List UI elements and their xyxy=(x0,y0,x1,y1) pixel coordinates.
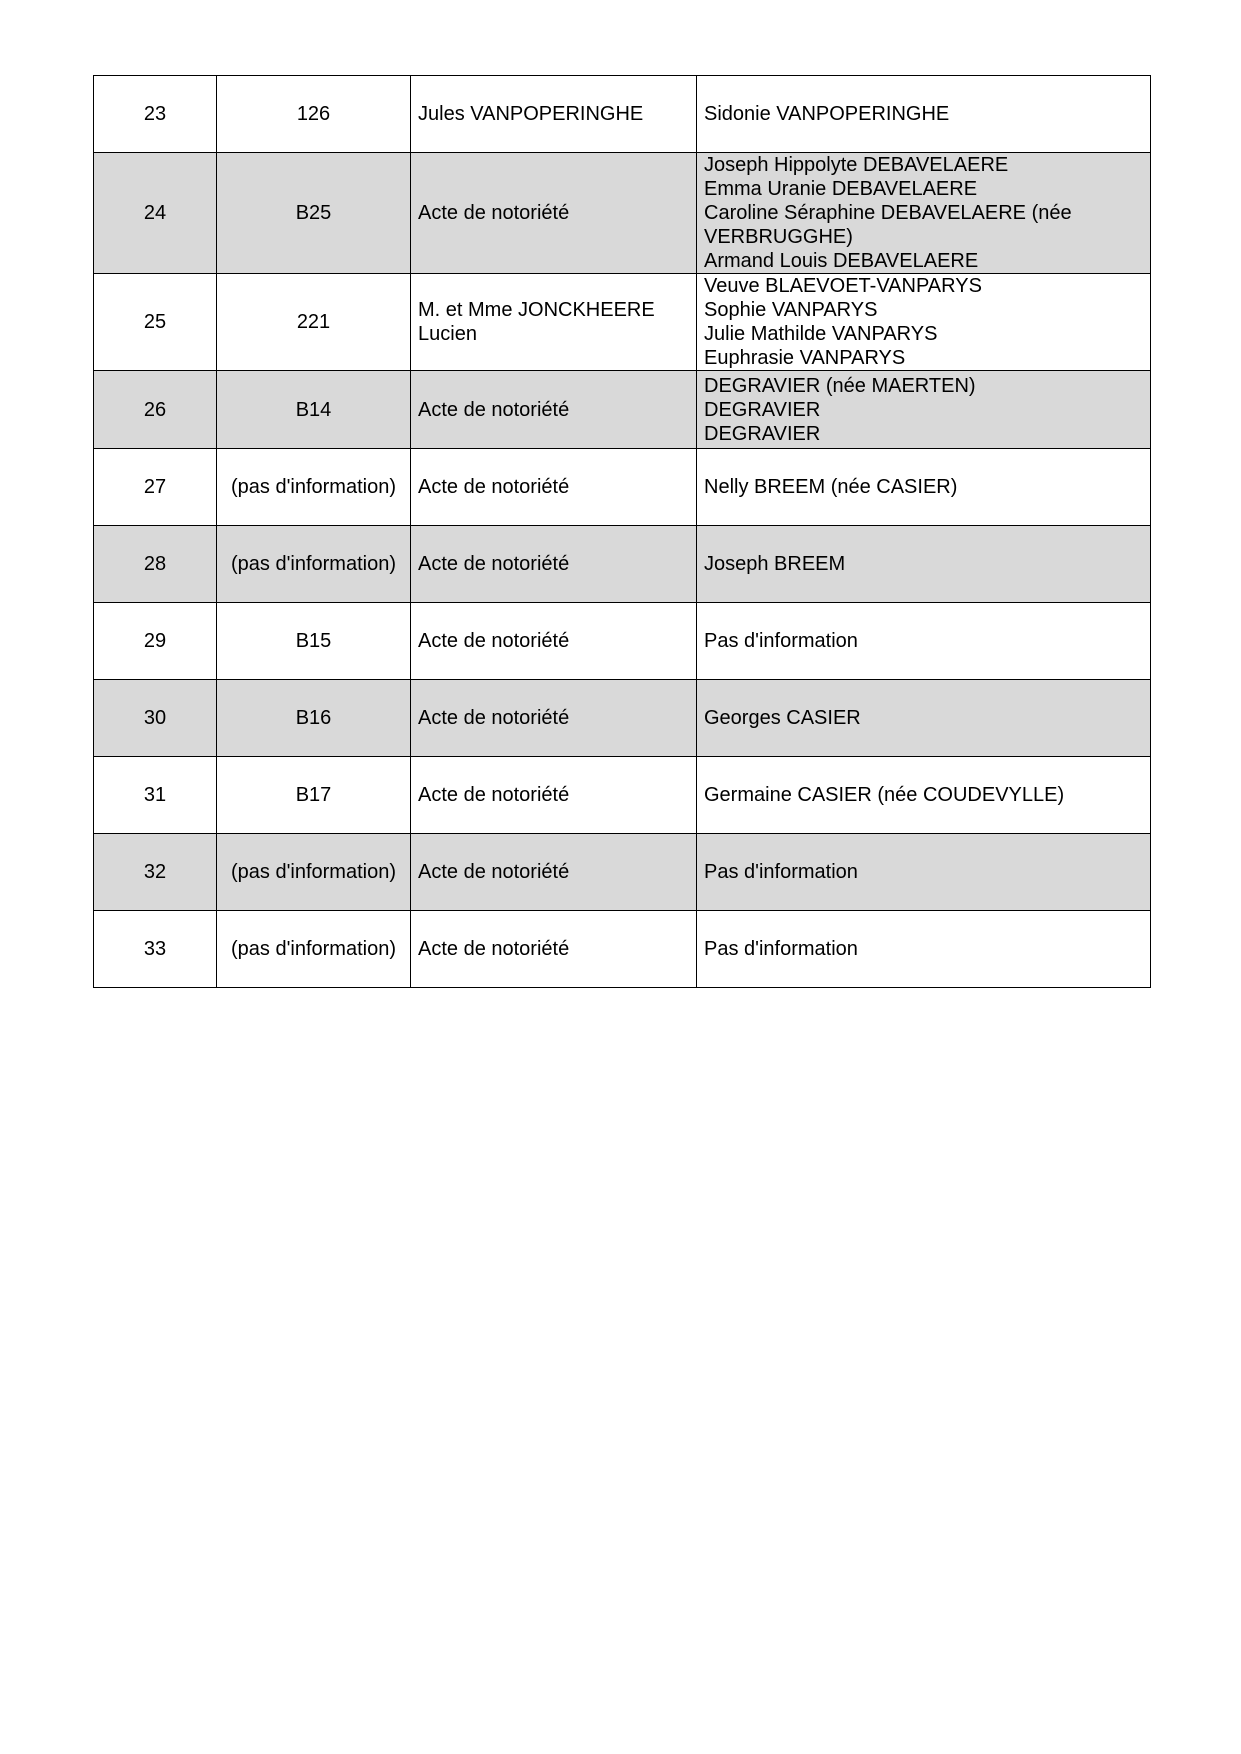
table-row xyxy=(94,76,1151,153)
row-number-cell: 23 xyxy=(94,76,217,153)
table-row xyxy=(94,153,1151,274)
document-line: Acte de notoriété xyxy=(418,784,570,806)
table-row xyxy=(94,911,1151,988)
reference-cell: 221 xyxy=(217,274,411,371)
row-number-cell: 30 xyxy=(94,680,217,757)
table-row xyxy=(94,274,1151,371)
reference-cell: B16 xyxy=(217,680,411,757)
document-line: Acte de notoriété xyxy=(418,707,570,729)
document-line: M. et Mme JONCKHEERE xyxy=(418,299,655,321)
name-line: Caroline Séraphine DEBAVELAERE (née xyxy=(704,202,1072,224)
name-line: Pas d'information xyxy=(704,630,858,652)
row-number-cell: 25 xyxy=(94,274,217,371)
document-line: Acte de notoriété xyxy=(418,476,570,498)
reference-cell: (pas d'information) xyxy=(217,834,411,911)
name-line: Joseph Hippolyte DEBAVELAERE xyxy=(704,154,1009,176)
table-row xyxy=(94,603,1151,680)
name-line: Euphrasie VANPARYS xyxy=(704,347,906,369)
document-line: Acte de notoriété xyxy=(418,630,570,652)
names-cell xyxy=(697,76,1151,153)
document-cell xyxy=(411,603,697,680)
table-row xyxy=(94,371,1151,449)
reference-cell: B17 xyxy=(217,757,411,834)
row-number-cell: 31 xyxy=(94,757,217,834)
row-number-cell: 33 xyxy=(94,911,217,988)
reference-cell: (pas d'information) xyxy=(217,526,411,603)
reference-cell: (pas d'information) xyxy=(217,449,411,526)
names-cell xyxy=(697,834,1151,911)
name-line: Pas d'information xyxy=(704,938,858,960)
document-cell xyxy=(411,76,697,153)
document-cell xyxy=(411,680,697,757)
name-line: Veuve BLAEVOET-VANPARYS xyxy=(704,275,982,297)
document-cell xyxy=(411,834,697,911)
row-number-cell: 28 xyxy=(94,526,217,603)
reference-cell: B15 xyxy=(217,603,411,680)
name-line: DEGRAVIER xyxy=(704,422,821,445)
document-line: Acte de notoriété xyxy=(418,938,570,960)
names-cell xyxy=(697,603,1151,680)
document-cell xyxy=(411,757,697,834)
reference-cell: B25 xyxy=(217,153,411,274)
document-line: Acte de notoriété xyxy=(418,553,570,575)
name-line: VERBRUGGHE) xyxy=(704,226,853,248)
reference-cell: B14 xyxy=(217,371,411,449)
name-line: DEGRAVIER (née MAERTEN) xyxy=(704,374,976,397)
document-cell xyxy=(411,153,697,274)
name-line: Georges CASIER xyxy=(704,707,861,729)
reference-cell: (pas d'information) xyxy=(217,911,411,988)
table-row xyxy=(94,680,1151,757)
names-cell xyxy=(697,757,1151,834)
name-line: Sidonie VANPOPERINGHE xyxy=(704,103,950,125)
document-line: Jules VANPOPERINGHE xyxy=(418,103,644,125)
name-line: Nelly BREEM (née CASIER) xyxy=(704,476,958,498)
names-cell xyxy=(697,274,1151,371)
document-line: Acte de notoriété xyxy=(418,861,570,883)
document-cell xyxy=(411,371,697,449)
names-cell xyxy=(697,449,1151,526)
row-number-cell: 29 xyxy=(94,603,217,680)
row-number-cell: 27 xyxy=(94,449,217,526)
names-cell xyxy=(697,153,1151,274)
table-row xyxy=(94,449,1151,526)
names-cell xyxy=(697,680,1151,757)
reference-cell: 126 xyxy=(217,76,411,153)
row-number-cell: 24 xyxy=(94,153,217,274)
name-line: Emma Uranie DEBAVELAERE xyxy=(704,178,978,200)
table-row xyxy=(94,757,1151,834)
row-number-cell: 26 xyxy=(94,371,217,449)
name-line: Armand Louis DEBAVELAERE xyxy=(704,250,979,272)
document-cell xyxy=(411,274,697,371)
name-line: DEGRAVIER xyxy=(704,398,821,421)
names-cell xyxy=(697,911,1151,988)
document-cell xyxy=(411,526,697,603)
name-line: Julie Mathilde VANPARYS xyxy=(704,323,938,345)
heirs-table xyxy=(93,75,1151,988)
name-line: Pas d'information xyxy=(704,861,858,883)
document-line: Acte de notoriété xyxy=(418,202,570,224)
document-line: Acte de notoriété xyxy=(418,398,570,421)
names-cell xyxy=(697,371,1151,449)
document-line: Lucien xyxy=(418,323,477,345)
table-row xyxy=(94,834,1151,911)
name-line: Germaine CASIER (née COUDEVYLLE) xyxy=(704,784,1065,806)
name-line: Sophie VANPARYS xyxy=(704,299,878,321)
table-row xyxy=(94,526,1151,603)
name-line: Joseph BREEM xyxy=(704,553,846,575)
document-cell xyxy=(411,449,697,526)
row-number-cell: 32 xyxy=(94,834,217,911)
names-cell xyxy=(697,526,1151,603)
heirs-table-body xyxy=(94,76,1151,988)
document-cell xyxy=(411,911,697,988)
